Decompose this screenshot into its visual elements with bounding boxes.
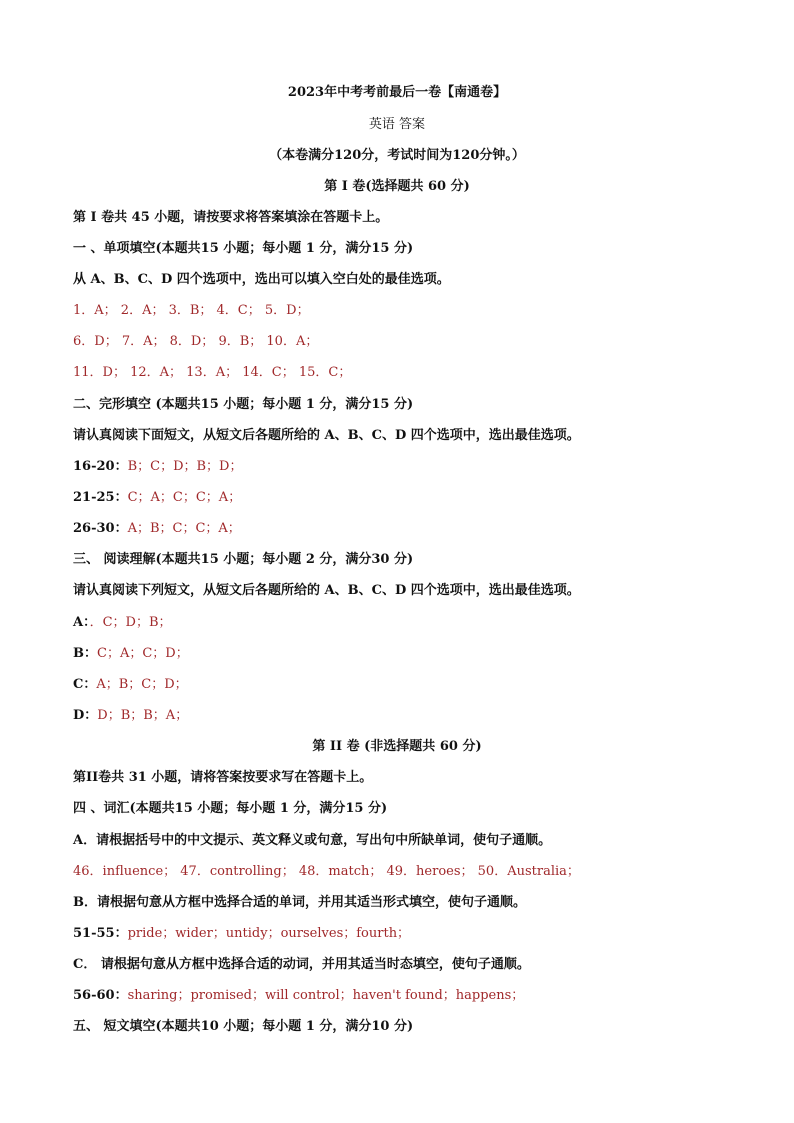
answer-range-label: 21-25： <box>73 490 128 505</box>
passage-label: B： <box>73 646 97 661</box>
part2-heading: 第 II 卷 (非选择题共 60 分) <box>312 739 482 754</box>
answer-values: D；B；B；A； <box>97 708 189 723</box>
section3-answer-row <box>73 646 189 662</box>
answer-values: A；B；C；D； <box>96 677 188 692</box>
section2-heading: 二、完形填空 (本题共15 小题；每小题 1 分，满分15 分) <box>73 397 414 412</box>
section4c-instruction: C． 请根据句意从方框中选择合适的动词，并用其适当时态填空，使句子通顺。 <box>73 957 530 972</box>
answer-values: B；C；D；B；D； <box>127 459 243 474</box>
answer-values: sharing；promised；will control；haven't found；happens； <box>127 988 525 1003</box>
section1-answers-row: 1．A； 2．A； 3．B； 4．C； 5．D； <box>73 303 310 318</box>
exam-title: 2023年中考考前最后一卷【南通卷】 <box>287 85 507 100</box>
part1-intro: 第 I 卷共 45 小题，请按要求将答案填涂在答题卡上。 <box>73 210 389 225</box>
passage-label: D： <box>73 708 98 723</box>
part1-heading: 第 I 卷(选择题共 60 分) <box>324 179 470 194</box>
section2-answer-row <box>73 490 241 506</box>
section1-heading: 一 、单项填空(本题共15 小题；每小题 1 分，满分15 分) <box>73 241 414 256</box>
answer-values: pride；wider；untidy；ourselves；fourth； <box>127 926 411 941</box>
section4-heading: 四 、词汇(本题共15 小题；每小题 1 分，满分15 分) <box>73 801 388 816</box>
answer-values: ．C；D；B； <box>89 615 172 630</box>
exam-note: （本卷满分120分，考试时间为120分钟。） <box>269 148 525 163</box>
part2-intro: 第II卷共 31 小题，请将答案按要求写在答题卡上。 <box>73 770 373 785</box>
answer-range-label: 26-30： <box>73 521 128 536</box>
answer-range-label: 51-55： <box>73 926 128 941</box>
exam-subtitle: 英语 答案 <box>368 117 426 132</box>
section1-answers-row: 6．D； 7．A； 8．D； 9．B； 10．A； <box>73 334 319 349</box>
answer-values: C；A；C；C；A； <box>127 490 242 505</box>
section3-answer-row <box>73 615 172 631</box>
section4b-instruction: B．请根据句意从方框中选择合适的单词，并用其适当形式填空，使句子通顺。 <box>73 895 526 910</box>
answer-values: A；B；C；C；A； <box>127 521 241 536</box>
answer-range-label: 56-60： <box>73 988 128 1003</box>
passage-label: A： <box>73 615 90 630</box>
section4a-answers: 46．influence； 47．controlling； 48．match； 49．heroes； 50．Australia； <box>73 864 580 879</box>
section3-heading: 三、 阅读理解(本题共15 小题；每小题 2 分，满分30 分) <box>73 552 414 567</box>
section4a-instruction: A．请根据括号中的中文提示、英文释义或句意，写出句中所缺单词，使句子通顺。 <box>73 833 552 848</box>
answer-values: C；A；C；D； <box>97 646 189 661</box>
answer-range-label: 16-20： <box>73 459 128 474</box>
section4b-answer-row <box>73 926 410 942</box>
section2-answer-row <box>73 459 242 475</box>
section2-instruction: 请认真阅读下面短文，从短文后各题所给的 A、B、C、D 四个选项中，选出最佳选项。 <box>73 428 580 443</box>
section5-heading: 五、 短文填空(本题共10 小题；每小题 1 分，满分10 分) <box>73 1019 414 1034</box>
section2-answer-row <box>73 521 241 537</box>
section3-instruction: 请认真阅读下列短文，从短文后各题所给的 A、B、C、D 四个选项中，选出最佳选项。 <box>73 583 580 598</box>
section3-answer-row <box>73 708 188 724</box>
passage-label: C： <box>73 677 97 692</box>
section3-answer-row <box>73 677 188 693</box>
section4c-answer-row <box>73 988 524 1004</box>
section1-instruction: 从 A、B、C、D 四个选项中，选出可以填入空白处的最佳选项。 <box>73 272 450 287</box>
section1-answers-row: 11．D； 12．A； 13．A； 14．C； 15．C； <box>73 365 352 380</box>
